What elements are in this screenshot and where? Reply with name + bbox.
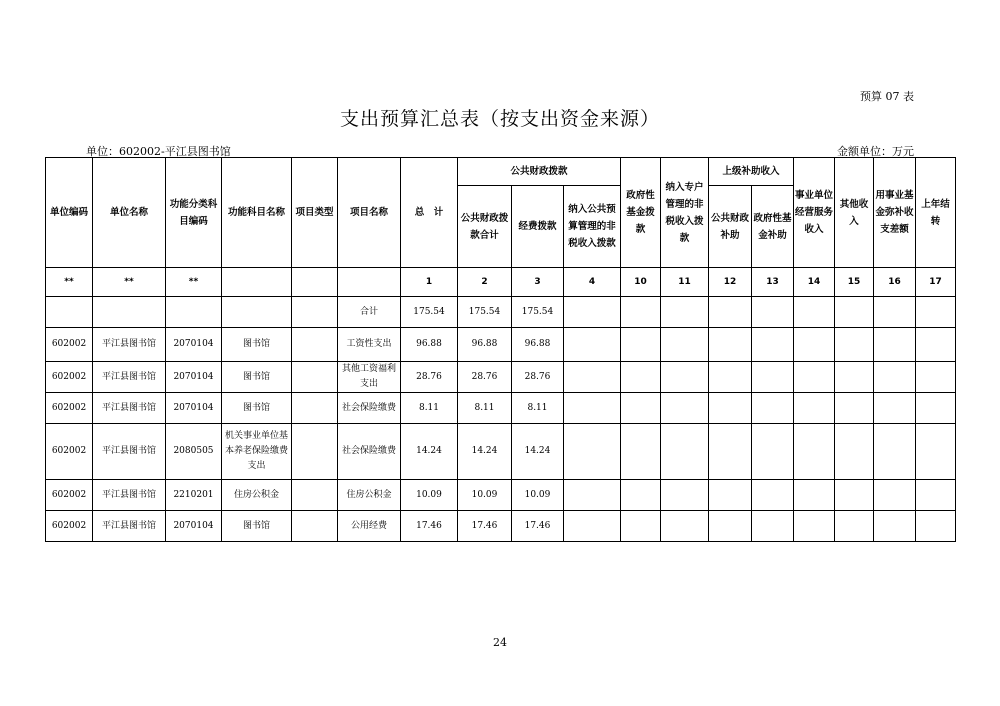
cell-item-name: 公用经费 xyxy=(338,511,401,542)
empty-cell xyxy=(794,393,835,424)
empty-cell xyxy=(564,511,621,542)
cell-func-name: 机关事业单位基本养老保险缴费支出 xyxy=(222,424,292,480)
cell-expense: 14.24 xyxy=(512,424,564,480)
empty-cell xyxy=(564,393,621,424)
column-number-cell xyxy=(222,268,292,297)
empty-cell xyxy=(874,393,916,424)
header-special-non-tax: 纳入专户管理的非税收入拨款 xyxy=(661,158,709,268)
empty-cell xyxy=(874,424,916,480)
header-superior-subsidy: 上级补助收入 xyxy=(709,158,794,186)
cell-item-type xyxy=(292,328,338,362)
header-other-income: 其他收入 xyxy=(835,158,874,268)
cell-public-total: 96.88 xyxy=(458,328,512,362)
cell-unit-code: 602002 xyxy=(46,424,93,480)
empty-cell xyxy=(564,424,621,480)
column-number-cell: 10 xyxy=(621,268,661,297)
empty-cell xyxy=(794,480,835,511)
cell-item-type xyxy=(292,480,338,511)
column-number-cell: 4 xyxy=(564,268,621,297)
empty-cell xyxy=(916,511,956,542)
cell-item-name: 其他工资福利支出 xyxy=(338,362,401,393)
cell-unit-code: 602002 xyxy=(46,362,93,393)
empty-cell xyxy=(794,511,835,542)
empty-cell xyxy=(835,362,874,393)
header-item-name: 项目名称 xyxy=(338,158,401,268)
header-func-name: 功能科目名称 xyxy=(222,158,292,268)
empty-cell xyxy=(752,511,794,542)
header-gov-fund: 政府性基金拨款 xyxy=(621,158,661,268)
column-number-cell xyxy=(292,268,338,297)
empty-cell xyxy=(835,328,874,362)
cell-unit-code: 602002 xyxy=(46,480,93,511)
cell-item-type xyxy=(292,393,338,424)
cell-public-total: 14.24 xyxy=(458,424,512,480)
column-number-cell: 14 xyxy=(794,268,835,297)
empty-cell xyxy=(874,328,916,362)
header-public-fiscal-subsidy: 公共财政补助 xyxy=(709,186,752,268)
form-number: 预算 07 表 xyxy=(860,90,914,103)
cell-total: 14.24 xyxy=(401,424,458,480)
cell-public-total: 28.76 xyxy=(458,362,512,393)
empty-cell xyxy=(835,393,874,424)
header-non-tax: 纳入公共预算管理的非税收入拨款 xyxy=(564,186,621,268)
empty-cell xyxy=(621,511,661,542)
empty-cell xyxy=(709,424,752,480)
cell-item-name: 社会保险缴费 xyxy=(338,393,401,424)
column-number-cell: ** xyxy=(166,268,222,297)
cell-item-type xyxy=(292,511,338,542)
cell-func-name: 图书馆 xyxy=(222,328,292,362)
total-row xyxy=(46,297,956,328)
cell-func-code: 2070104 xyxy=(166,328,222,362)
empty-cell xyxy=(752,328,794,362)
header-unit-name: 单位名称 xyxy=(93,158,166,268)
table-row xyxy=(46,424,956,480)
header-func-code: 功能分类科目编码 xyxy=(166,158,222,268)
empty-cell xyxy=(661,362,709,393)
header-carry-over: 上年结转 xyxy=(916,158,956,268)
column-number-cell: 1 xyxy=(401,268,458,297)
column-number-cell: ** xyxy=(46,268,93,297)
empty-cell xyxy=(794,424,835,480)
page-number: 24 xyxy=(493,636,507,649)
cell-func-code: 2070104 xyxy=(166,511,222,542)
cell-expense: 96.88 xyxy=(512,328,564,362)
empty-cell xyxy=(752,362,794,393)
empty-cell xyxy=(752,393,794,424)
table-row xyxy=(46,511,956,542)
empty-cell xyxy=(874,511,916,542)
amount-unit-label: 金额单位：万元 xyxy=(837,145,914,158)
empty-cell xyxy=(835,424,874,480)
cell-public-total: 17.46 xyxy=(458,511,512,542)
empty-cell xyxy=(621,480,661,511)
empty-cell xyxy=(661,328,709,362)
empty-cell xyxy=(835,480,874,511)
empty-cell xyxy=(709,480,752,511)
cell-func-name: 住房公积金 xyxy=(222,480,292,511)
empty-cell xyxy=(564,480,621,511)
cell-func-code: 2080505 xyxy=(166,424,222,480)
cell-unit-name: 平江县图书馆 xyxy=(93,511,166,542)
empty-cell xyxy=(794,362,835,393)
cell-unit-name: 平江县图书馆 xyxy=(93,424,166,480)
empty-cell xyxy=(564,328,621,362)
cell-expense: 17.46 xyxy=(512,511,564,542)
column-number-cell: 17 xyxy=(916,268,956,297)
empty-cell xyxy=(835,511,874,542)
header-business-income: 事业单位经营服务收入 xyxy=(794,158,835,268)
cell-total: 8.11 xyxy=(401,393,458,424)
empty-cell xyxy=(794,328,835,362)
column-number-cell: 15 xyxy=(835,268,874,297)
empty-cell xyxy=(874,362,916,393)
cell-item-name: 住房公积金 xyxy=(338,480,401,511)
empty-cell xyxy=(709,362,752,393)
empty-cell xyxy=(916,393,956,424)
cell-unit-code: 602002 xyxy=(46,328,93,362)
empty-cell xyxy=(661,424,709,480)
column-number-cell: 3 xyxy=(512,268,564,297)
empty-cell xyxy=(621,424,661,480)
column-number-cell: 2 xyxy=(458,268,512,297)
cell-item-type xyxy=(292,362,338,393)
header-public-fiscal: 公共财政拨款 xyxy=(458,158,621,186)
header-public-fiscal-total: 公共财政拨款合计 xyxy=(458,186,512,268)
empty-cell xyxy=(752,480,794,511)
column-number-cell: 11 xyxy=(661,268,709,297)
cell-expense: 10.09 xyxy=(512,480,564,511)
empty-cell xyxy=(661,393,709,424)
column-number-cell xyxy=(338,268,401,297)
header-unit-code: 单位编码 xyxy=(46,158,93,268)
empty-cell xyxy=(752,424,794,480)
page-title: 支出预算汇总表（按支出资金来源） xyxy=(339,108,660,130)
header-expense-alloc: 经费拨款 xyxy=(512,186,564,268)
column-number-cell: 13 xyxy=(752,268,794,297)
total-label: 合计 xyxy=(338,297,401,328)
cell-item-type xyxy=(292,424,338,480)
empty-cell xyxy=(709,511,752,542)
cell-total: 10.09 xyxy=(401,480,458,511)
cell-item-name: 社会保险缴费 xyxy=(338,424,401,480)
empty-cell xyxy=(661,511,709,542)
empty-cell xyxy=(621,328,661,362)
empty-cell xyxy=(564,362,621,393)
empty-cell xyxy=(916,328,956,362)
empty-cell xyxy=(874,480,916,511)
empty-cell xyxy=(661,480,709,511)
column-number-cell: 16 xyxy=(874,268,916,297)
cell-expense: 28.76 xyxy=(512,362,564,393)
cell-total: 17.46 xyxy=(401,511,458,542)
cell-total: 28.76 xyxy=(401,362,458,393)
unit-label: 单位：602002-平江县图书馆 xyxy=(86,145,231,158)
empty-cell xyxy=(709,328,752,362)
cell-func-name: 图书馆 xyxy=(222,362,292,393)
cell-unit-name: 平江县图书馆 xyxy=(93,328,166,362)
cell-unit-name: 平江县图书馆 xyxy=(93,362,166,393)
empty-cell xyxy=(621,393,661,424)
empty-cell xyxy=(621,362,661,393)
cell-expense: 8.11 xyxy=(512,393,564,424)
total-expense: 175.54 xyxy=(512,297,564,328)
cell-public-total: 8.11 xyxy=(458,393,512,424)
cell-total: 96.88 xyxy=(401,328,458,362)
cell-func-code: 2070104 xyxy=(166,393,222,424)
total-total: 175.54 xyxy=(401,297,458,328)
cell-func-code: 2070104 xyxy=(166,362,222,393)
total-public: 175.54 xyxy=(458,297,512,328)
cell-func-name: 图书馆 xyxy=(222,511,292,542)
table-row xyxy=(46,480,956,511)
table-row xyxy=(46,362,956,393)
column-number-cell: 12 xyxy=(709,268,752,297)
column-number-cell: ** xyxy=(93,268,166,297)
empty-cell xyxy=(916,424,956,480)
cell-item-name: 工资性支出 xyxy=(338,328,401,362)
header-gov-fund-subsidy: 政府性基金补助 xyxy=(752,186,794,268)
empty-cell xyxy=(916,362,956,393)
cell-func-name: 图书馆 xyxy=(222,393,292,424)
empty-cell xyxy=(709,393,752,424)
cell-unit-code: 602002 xyxy=(46,393,93,424)
header-total: 总 计 xyxy=(401,158,458,268)
table-row xyxy=(46,328,956,362)
table-row xyxy=(46,393,956,424)
header-item-type: 项目类型 xyxy=(292,158,338,268)
cell-unit-name: 平江县图书馆 xyxy=(93,393,166,424)
cell-public-total: 10.09 xyxy=(458,480,512,511)
empty-cell xyxy=(916,480,956,511)
budget-table xyxy=(45,157,956,542)
cell-unit-code: 602002 xyxy=(46,511,93,542)
cell-func-code: 2210201 xyxy=(166,480,222,511)
cell-unit-name: 平江县图书馆 xyxy=(93,480,166,511)
header-deficit-subsidy: 用事业基金弥补收支差额 xyxy=(874,158,916,268)
